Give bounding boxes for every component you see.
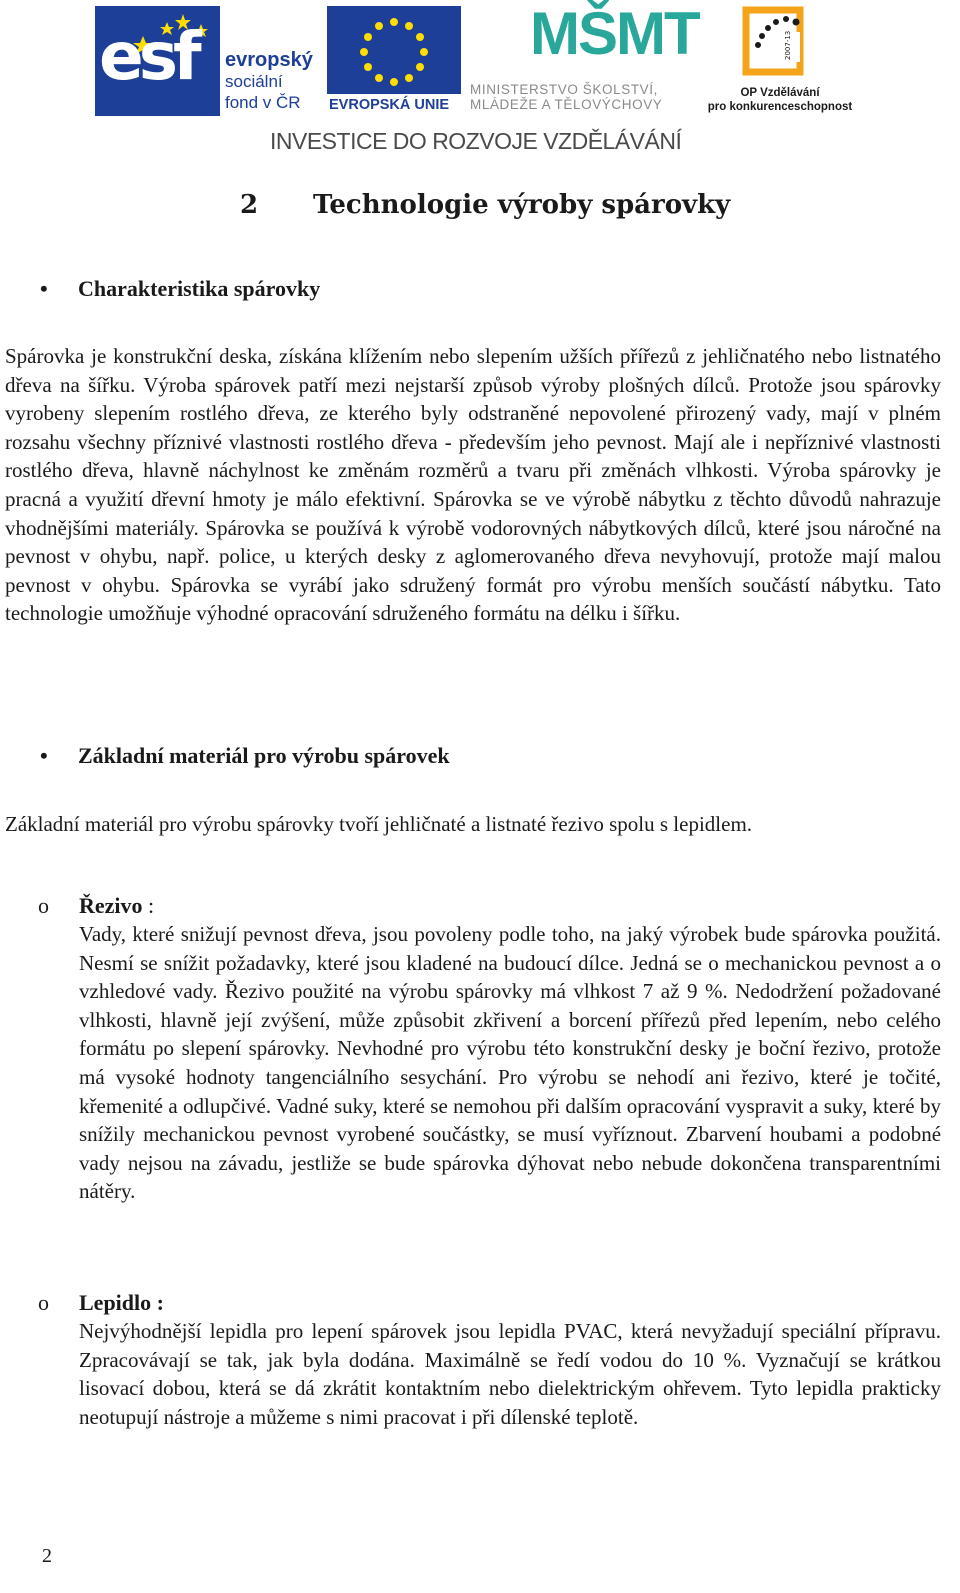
text-line: nevyhovují, protože mají malou pevnost v ohybu. Spárovka se vyrábí jako sdružený formát [5,544,942,597]
text-line: pro výrobu menších součástí nábytku. Tato technologie umožňuje výhodné opracování [5,572,941,626]
text-line: protože má vysoké hodnoty tangenciálního sesychání. Pro výrobu se nehodí ani [79,1036,941,1089]
eu-flag-icon [327,6,461,94]
text-line: spárovka použitá. Nesmí se snížit požadavky, které jsou kladené na budoucí dílce. [79,922,941,975]
msmt-text [470,82,662,112]
text-line: sdruženého formátu na délku i šířku. [372,601,681,626]
text-line: jsou náročné na pevnost v ohybu, např. police, u kterých desky z aglomerovaného dřeva [5,515,941,569]
eu-logo [327,6,461,118]
text-line: Základní materiál pro výrobu spárovky tvoří jehličnaté a listnaté řezivo spolu s lepidlem. [5,812,753,836]
slogan: INVESTICE DO ROZVOJE VZDĚLÁVÁNÍ [270,128,682,154]
subsection-heading-text: Řezivo [79,893,143,918]
esf-letters: esf [99,18,197,95]
text-line: Spárovka je konstrukční deska, získána klížením nebo slepením užších přířezů z jehličnatého [5,344,805,368]
text-line: dílců. Protože jsou spárovky vyrobeny slepením rostlého dřeva, ze kterého byly odstraněné [5,372,942,426]
text-line: Nejvýhodnější lepidla pro lepení spárovek jsou lepidla PVAC, která nevyžadují [79,1319,774,1343]
text-line: řezivo, které je točité, křemenité a odlupčivé. Vadné suky, které se nemohou při [79,1064,941,1118]
text-line: spárovky má vlhkost 7 až 9 %. Nedodržení požadované vlhkosti, hlavně její zvýšení, [79,979,942,1032]
text-line: vhodnějšími materiály. Spárovka se používá k výrobě vodorovných nábytkových dílců, které [5,515,800,540]
text-line: dalším opracování vyspravit a suky, které by snížily mechanickou pevnost vyrobené [79,1093,941,1147]
chapter-number: 2 [240,190,259,220]
op-logo [700,2,860,118]
paragraph-lepidlo [79,1317,941,1431]
subsection-heading-text: Lepidlo : [79,1290,164,1315]
text-line: změnám rozměrů a tvaru při změnách vlhkosti. Výroba spárovky je pracná a využití dřevní [5,458,941,511]
circle-bullet-icon: o [38,893,49,918]
msmt-mark: MŠMT [530,0,699,67]
msmt-logo [470,0,699,116]
svg-text:2007-13: 2007-13 [784,30,792,60]
eu-text: EVROPSKÁ UNIE [329,97,450,113]
paragraph-charakteristika [5,342,941,628]
bullet-icon: • [40,743,48,768]
text-line: speciální přípravu. Zpracovávají se tak, jak byla dodána. Maximálně se ředí vodou do [79,1319,941,1372]
section-heading-text: Základní materiál pro výrobu spárovek [78,743,450,768]
op-mark-icon [738,2,808,80]
subsection-heading-rezivo [38,893,154,919]
esf-line-2: sociální [225,72,283,91]
circle-bullet-icon: o [38,1290,49,1315]
page-number: 2 [42,1545,52,1567]
msmt-line-2: MLÁDEŽE A TĚLOVÝCHOVY [470,97,663,112]
text-line: pracovat i při dílenské teplotě. [383,1404,639,1429]
section-heading-charakteristika [40,276,320,302]
text-line: 10 %. Vyznačují se krátkou lisovací dobou, která se dá zkrátit kontaktním nebo [79,1347,941,1401]
esf-mark [95,6,220,116]
text-line: může způsobit zkřivení a borcení přířezů před lepením, nebo celého formátu po [79,1007,942,1061]
section-heading-text: Charakteristika spárovky [78,276,321,301]
text-line: Vady, které snižují pevnost dřeva, jsou povoleny podle toho, na jaký výrobek bude [79,922,786,946]
paragraph-zakladni-material [5,810,941,839]
text-line: především jeho pevnost. Mají ale i nepříznivé vlastnosti rostlého dřeva, hlavně náchylnost ke [5,429,941,483]
esf-logo [95,6,320,116]
text-line: součástky, se musí vyříznout. Zbarvení houbami a podobné vady nejsou na závadu, [79,1122,942,1175]
esf-line-1: evropský [225,49,313,71]
text-line: nepovolené přirozený vady, mají v plném rozsahu všechny příznivé vlastnosti rostlého dřeva - [5,401,941,454]
text-line: slepení spárovky. Nevhodné pro výrobu této konstrukční desky je boční řezivo, [181,1036,871,1061]
paragraph-rezivo [79,920,941,1206]
subsection-heading-suffix: : [142,893,155,918]
text-line: Jedná se o mechanickou pevnost a o vzhledové vady. Řezivo použité na výrobu [79,950,941,1004]
op-line-1: OP Vzdělávání [740,87,820,99]
bullet-icon: • [40,276,48,301]
text-line: jestliže se bude spárovka dýhovat nebo nebude dokončena transparentními nátěry. [79,1150,942,1204]
op-line-2: pro konkurenceschopnost [707,101,853,113]
chapter-title: Technologie výroby spárovky [313,190,731,220]
chapter-heading [240,190,730,220]
section-heading-zakladni-material [40,743,450,769]
subsection-heading-lepidlo [38,1290,164,1316]
msmt-line-1: MINISTERSTVO ŠKOLSTVÍ, [470,82,658,97]
text-line: dielektrickým ohřevem. Tyto lepidla prakticky neotupují nástroje a můžeme s nimi [79,1376,941,1429]
logo-header [0,0,960,170]
esf-text [225,50,313,113]
text-line: nebo listnatého dřeva na šířku. Výroba spárovek patří mezi nejstarší způsob výroby plošných [5,344,941,397]
text-line: hmoty je málo efektivní. Spárovka se ve výrobě nábytku z těchto důvodů nahrazuje [212,486,942,511]
op-text [700,86,860,114]
esf-line-3: fond v ČR [225,93,301,112]
